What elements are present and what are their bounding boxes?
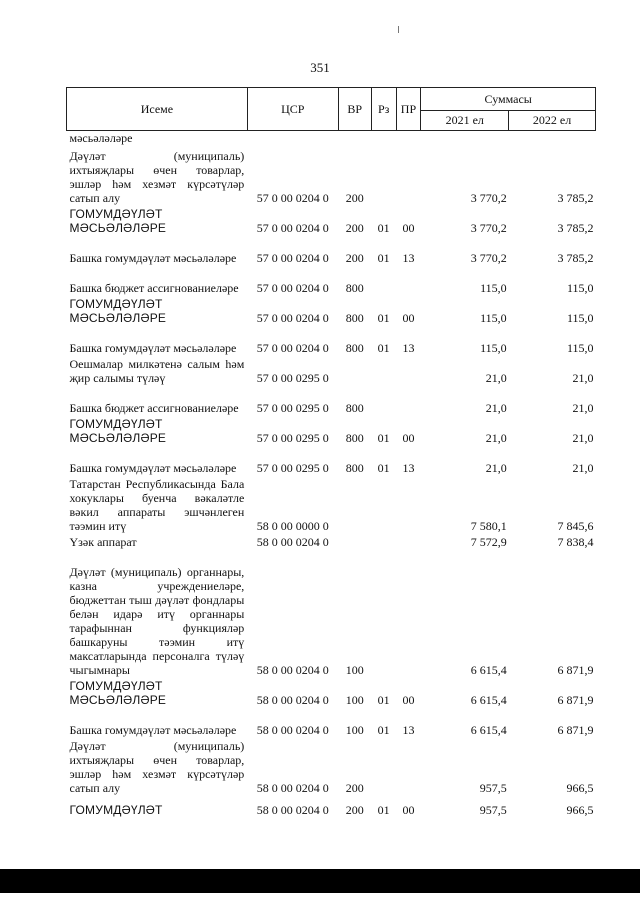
row-csr: 58 0 00 0204 0 <box>256 693 329 707</box>
row-name: Үзәк аппарат <box>69 535 137 549</box>
row-rz <box>371 533 396 549</box>
row-vr: 800 <box>345 311 364 325</box>
row-rz <box>371 131 396 146</box>
row-name: Башка гомумдәүләт мәсьәләләре <box>69 723 237 737</box>
row-csr: 57 0 00 0295 0 <box>256 461 329 475</box>
row-name: ГОМУМДӘҮЛӘТ МӘСЬӘЛӘЛӘРЕ <box>69 207 167 235</box>
row-rz: 01 <box>377 461 390 475</box>
table-row <box>67 737 596 795</box>
table-row <box>67 677 596 707</box>
row-value-2022: 6 871,9 <box>557 663 594 677</box>
row-csr <box>247 131 338 146</box>
row-rz: 01 <box>377 251 390 265</box>
row-name: Татарстан Республикасында Бала хокуклары буенча вәкаләтле вәкил аппараты эшчәнлеген тәэмин итү <box>69 477 245 533</box>
row-pr: 13 <box>402 723 415 737</box>
table-row <box>67 707 596 737</box>
table-row <box>67 385 596 415</box>
row-csr: 58 0 00 0204 0 <box>256 663 329 677</box>
row-value-2021 <box>421 131 509 146</box>
row-vr: 800 <box>345 461 364 475</box>
row-value-2021: 7 580,1 <box>470 519 507 533</box>
row-value-2022: 7 838,4 <box>557 535 594 549</box>
row-vr <box>338 475 371 533</box>
header-rz: Рз <box>371 88 396 131</box>
row-value-2022 <box>509 131 596 146</box>
row-pr <box>396 355 421 385</box>
budget-table <box>66 87 596 817</box>
row-value-2021: 21,0 <box>485 461 507 475</box>
row-pr: 00 <box>402 311 415 325</box>
table-row <box>67 445 596 475</box>
header-2021: 2021 ел <box>421 111 509 131</box>
row-pr: 13 <box>402 251 415 265</box>
table-row <box>67 415 596 445</box>
table-row <box>67 131 596 146</box>
row-vr: 800 <box>345 281 364 295</box>
table-row <box>67 795 596 817</box>
row-value-2021: 115,0 <box>480 341 507 355</box>
row-value-2021: 957,5 <box>479 781 507 795</box>
row-value-2021: 21,0 <box>485 371 507 385</box>
row-pr: 00 <box>402 221 415 235</box>
row-csr: 58 0 00 0000 0 <box>256 519 329 533</box>
table-row <box>67 355 596 385</box>
row-name: ГОМУМДӘҮЛӘТ МӘСЬӘЛӘЛӘРЕ <box>69 679 167 707</box>
row-value-2022: 3 785,2 <box>557 191 594 205</box>
row-name: Дәүләт (муниципаль) ихтыяҗлары өчен товарлар, эшләр һәм хезмәт күрсәтүләр сатып алу <box>69 149 245 205</box>
row-csr: 58 0 00 0204 0 <box>256 781 329 795</box>
table-row <box>67 235 596 265</box>
row-csr: 57 0 00 0204 0 <box>256 341 329 355</box>
row-name: Башка бюджет ассигнованиеләре <box>69 281 239 295</box>
row-value-2022: 3 785,2 <box>557 251 594 265</box>
row-vr: 800 <box>345 431 364 445</box>
row-value-2021: 115,0 <box>480 311 507 325</box>
row-rz: 01 <box>377 431 390 445</box>
row-value-2022: 7 845,6 <box>557 519 594 533</box>
header-2022: 2022 ел <box>509 111 596 131</box>
row-name: Дәүләт (муниципаль) ихтыяҗлары өчен товарлар, эшләр һәм хезмәт күрсәтүләр сатып алу <box>69 739 245 795</box>
row-name: мәсьәләләре <box>69 131 133 145</box>
row-csr: 57 0 00 0204 0 <box>256 281 329 295</box>
row-name: ГОМУМДӘҮЛӘТ <box>69 803 163 817</box>
row-name: ГОМУМДӘҮЛӘТ МӘСЬӘЛӘЛӘРЕ <box>69 417 167 445</box>
row-value-2021: 6 615,4 <box>470 663 507 677</box>
table-row <box>67 325 596 355</box>
row-pr <box>396 533 421 549</box>
row-vr <box>338 131 371 146</box>
row-vr: 800 <box>345 341 364 355</box>
row-value-2021: 21,0 <box>485 431 507 445</box>
row-pr: 13 <box>402 341 415 355</box>
row-value-2022: 21,0 <box>572 371 594 385</box>
header-pr: ПР <box>396 88 421 131</box>
row-pr <box>396 737 421 795</box>
row-csr: 57 0 00 0204 0 <box>256 221 329 235</box>
row-pr: 00 <box>402 803 415 817</box>
row-value-2022: 21,0 <box>572 431 594 445</box>
row-rz: 01 <box>377 723 390 737</box>
row-csr: 58 0 00 0204 0 <box>256 803 329 817</box>
row-pr <box>396 145 421 205</box>
row-csr: 57 0 00 0204 0 <box>256 311 329 325</box>
row-value-2022: 6 871,9 <box>557 693 594 707</box>
row-value-2021: 6 615,4 <box>470 693 507 707</box>
row-value-2021: 7 572,9 <box>470 535 507 549</box>
row-pr <box>396 549 421 677</box>
scan-border <box>0 869 640 893</box>
row-value-2021: 3 770,2 <box>470 251 507 265</box>
row-value-2022: 21,0 <box>572 461 594 475</box>
row-rz <box>371 385 396 415</box>
row-rz <box>371 737 396 795</box>
row-pr <box>396 475 421 533</box>
row-rz <box>371 475 396 533</box>
row-vr: 200 <box>345 221 364 235</box>
row-value-2022: 21,0 <box>572 401 594 415</box>
header-csr: ЦСР <box>247 88 338 131</box>
row-value-2022: 115,0 <box>566 341 594 355</box>
row-csr: 57 0 00 0204 0 <box>256 251 329 265</box>
table-row <box>67 205 596 235</box>
row-rz: 01 <box>377 221 390 235</box>
row-rz <box>371 265 396 295</box>
row-value-2022: 115,0 <box>566 281 594 295</box>
row-pr: 13 <box>402 461 415 475</box>
row-rz: 01 <box>377 803 390 817</box>
row-value-2021: 3 770,2 <box>470 191 507 205</box>
scan-mark <box>398 26 399 33</box>
row-csr: 57 0 00 0295 0 <box>256 431 329 445</box>
row-vr <box>338 355 371 385</box>
row-value-2022: 966,5 <box>566 781 594 795</box>
row-pr <box>396 131 421 146</box>
table-row <box>67 475 596 533</box>
row-pr <box>396 385 421 415</box>
row-vr: 200 <box>345 803 364 817</box>
row-rz <box>371 355 396 385</box>
row-vr: 100 <box>345 663 364 677</box>
row-name: Башка гомумдәүләт мәсьәләләре <box>69 251 237 265</box>
header-row <box>67 88 596 111</box>
row-value-2022: 966,5 <box>566 803 594 817</box>
header-sums: Суммасы <box>421 88 596 111</box>
row-value-2021: 115,0 <box>480 281 507 295</box>
row-csr: 57 0 00 0204 0 <box>256 191 329 205</box>
row-rz: 01 <box>377 341 390 355</box>
table-row <box>67 145 596 205</box>
row-value-2021: 6 615,4 <box>470 723 507 737</box>
row-pr <box>396 265 421 295</box>
row-name: Башка гомумдәүләт мәсьәләләре <box>69 461 237 475</box>
table-row <box>67 549 596 677</box>
row-value-2022: 6 871,9 <box>557 723 594 737</box>
row-vr: 200 <box>345 781 364 795</box>
row-value-2021: 957,5 <box>479 803 507 817</box>
header-vr: ВР <box>338 88 371 131</box>
row-name: ГОМУМДӘҮЛӘТ МӘСЬӘЛӘЛӘРЕ <box>69 297 167 325</box>
page-number: 351 <box>310 60 330 75</box>
row-name: Дәүләт (муниципаль) органнары, казна учреждениеләре, бюджеттан тыш дәүләт фондлары белән идарә итү органнары тарафыннан функцияләр башкаруны тәэмин итү максатларында персоналга түләү чыгымнары <box>69 565 245 677</box>
row-vr: 200 <box>345 191 364 205</box>
table-row <box>67 265 596 295</box>
row-vr: 100 <box>345 723 364 737</box>
row-csr: 58 0 00 0204 0 <box>256 723 329 737</box>
row-csr: 57 0 00 0295 0 <box>256 371 329 385</box>
row-rz <box>371 145 396 205</box>
row-pr: 00 <box>402 431 415 445</box>
row-vr: 200 <box>345 251 364 265</box>
table-row <box>67 533 596 549</box>
row-value-2022: 115,0 <box>566 311 594 325</box>
row-value-2021: 21,0 <box>485 401 507 415</box>
row-value-2021: 3 770,2 <box>470 221 507 235</box>
row-name: Башка бюджет ассигнованиеләре <box>69 401 239 415</box>
row-name: Оешмалар милкәтенә салым һәм җир салымы түләү <box>69 357 245 385</box>
row-vr: 100 <box>345 693 364 707</box>
row-pr: 00 <box>402 693 415 707</box>
row-rz: 01 <box>377 311 390 325</box>
row-csr: 58 0 00 0204 0 <box>256 535 329 549</box>
row-vr <box>338 533 371 549</box>
row-value-2022: 3 785,2 <box>557 221 594 235</box>
table-row <box>67 295 596 325</box>
header-name: Исеме <box>67 88 248 131</box>
row-name: Башка гомумдәүләт мәсьәләләре <box>69 341 237 355</box>
row-csr: 57 0 00 0295 0 <box>256 401 329 415</box>
row-rz: 01 <box>377 693 390 707</box>
row-vr: 800 <box>345 401 364 415</box>
row-rz <box>371 549 396 677</box>
